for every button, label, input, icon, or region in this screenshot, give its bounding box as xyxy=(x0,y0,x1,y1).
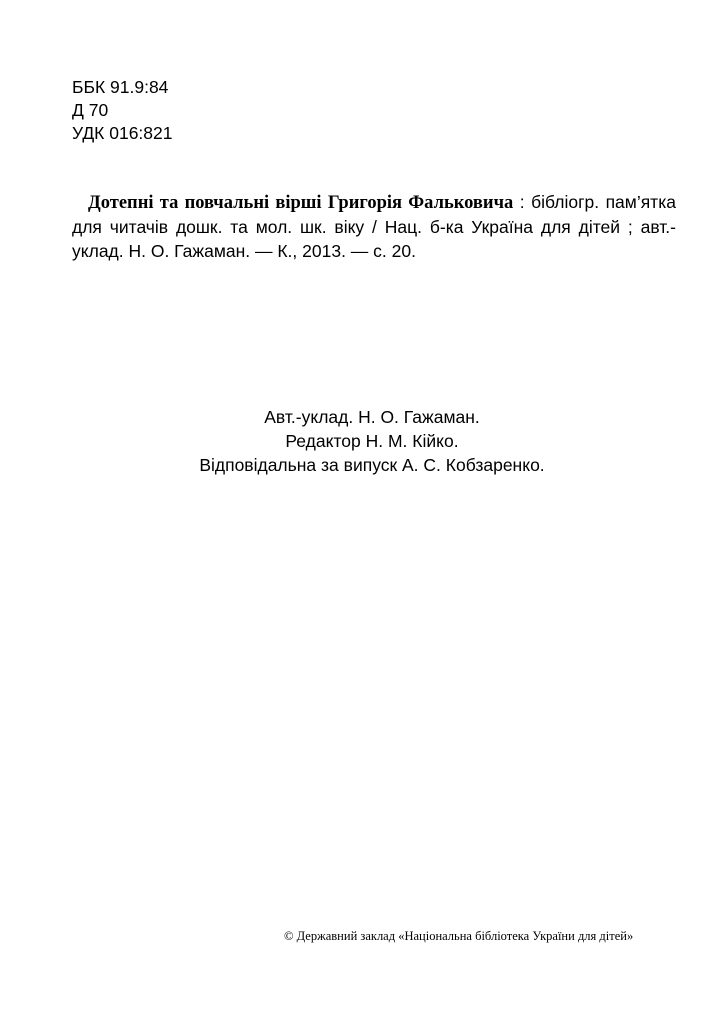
udk-index: УДК 016:821 xyxy=(72,123,173,143)
bibliographic-description: : бібліогр. пам’ятка для читачів дошк. та мол. шк. віку / Нац. б-ка Україна для дітей ; авт.-уклад. Н. О. Гажаман. — К., 2013. — с. 20. xyxy=(72,192,676,261)
editor-credit: Редактор Н. М. Кійко. xyxy=(285,431,459,451)
credits-block xyxy=(0,405,722,477)
compiler-credit: Авт.-уклад. Н. О. Гажаман. xyxy=(264,407,480,427)
bbk-index: ББК 91.9:84 xyxy=(72,77,169,97)
bibliographic-record xyxy=(72,190,676,263)
classification-block xyxy=(72,76,173,145)
bibliographic-title: Дотепні та повчальні вірші Григорія Фальковича xyxy=(88,193,514,213)
copyright-notice: © Державний заклад «Національна бібліотека України для дітей» xyxy=(284,929,634,943)
author-sign: Д 70 xyxy=(72,100,109,120)
responsible-credit: Відповідальна за випуск А. С. Кобзаренко. xyxy=(199,455,545,475)
